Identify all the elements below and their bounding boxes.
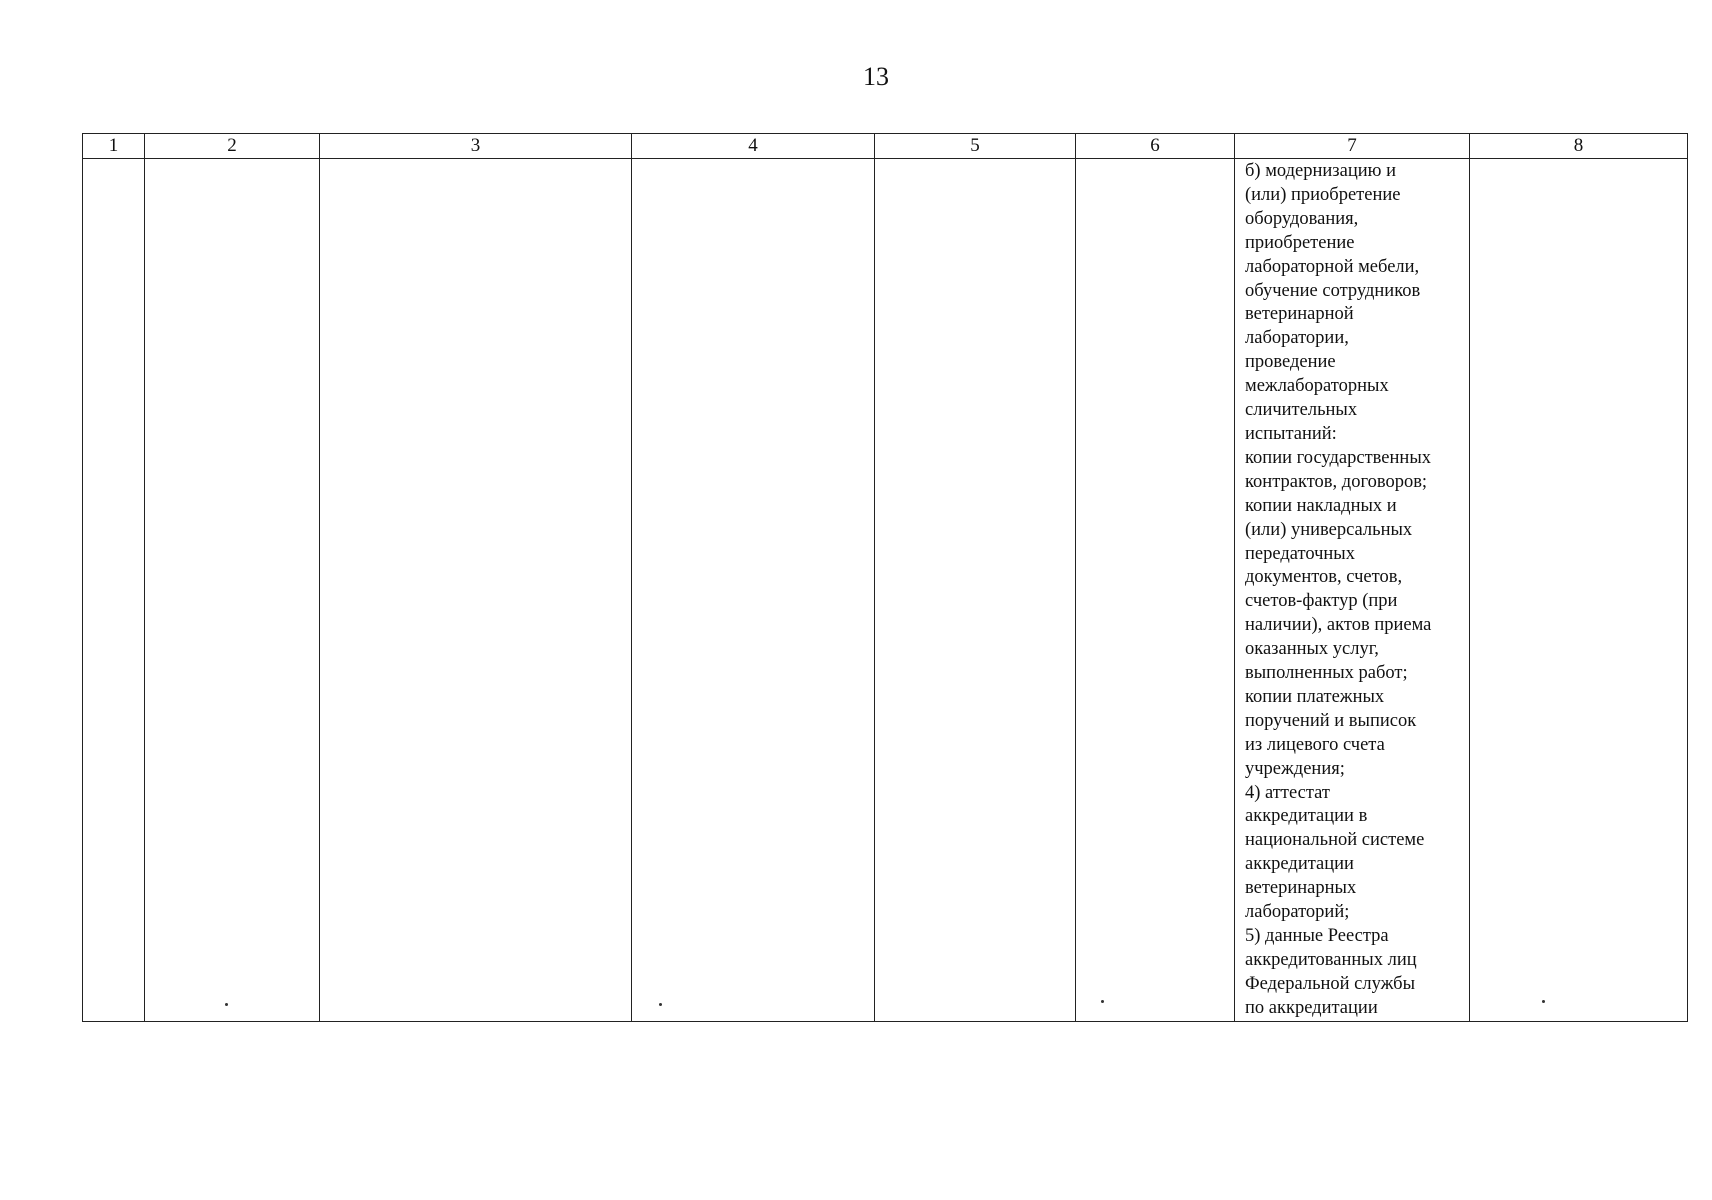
scan-speck xyxy=(1101,1000,1104,1003)
document-table xyxy=(82,133,1688,1022)
column7-line: б) модернизацию и xyxy=(1245,161,1396,181)
column7-line: 5) данные Реестра xyxy=(1245,926,1389,946)
column7-line: Федеральной службы xyxy=(1245,973,1416,994)
column7-line: приобретение xyxy=(1245,232,1355,253)
column7-line: копии накладных и xyxy=(1245,495,1397,516)
column7-line: сличительных xyxy=(1245,400,1358,421)
cell-col-7 xyxy=(1235,159,1470,1022)
scan-speck xyxy=(225,1003,228,1006)
cell-col-2 xyxy=(145,159,320,1022)
column-header-3: 3 xyxy=(320,134,632,159)
column7-line: передаточных xyxy=(1245,543,1355,564)
column7-line: наличии), актов приема xyxy=(1245,615,1432,636)
column7-line: копии государственных xyxy=(1245,447,1432,468)
column7-line: аккредитованных лиц xyxy=(1245,949,1417,970)
cell-col-5 xyxy=(875,159,1076,1022)
column-header-7: 7 xyxy=(1235,134,1470,159)
cell-col-4 xyxy=(632,159,875,1022)
column7-line: по аккредитации xyxy=(1245,997,1378,1018)
scan-speck xyxy=(1542,1000,1545,1003)
table-header-row xyxy=(83,134,1688,159)
column7-line: лабораторной мебели, xyxy=(1245,256,1420,277)
column7-line: документов, счетов, xyxy=(1245,567,1403,588)
column7-line: ветеринарной xyxy=(1245,304,1354,325)
column7-line: (или) приобретение xyxy=(1245,184,1401,205)
column7-line: ветеринарных xyxy=(1245,878,1357,899)
scan-speck xyxy=(659,1003,662,1006)
column7-line: оказанных услуг, xyxy=(1245,639,1379,660)
column7-line: поручений и выписок xyxy=(1245,710,1417,731)
cell-col-8 xyxy=(1470,159,1688,1022)
column-header-8: 8 xyxy=(1470,134,1688,159)
column7-line: лаборатории, xyxy=(1245,328,1349,349)
column7-line: оборудования, xyxy=(1245,208,1359,229)
column7-line: испытаний: xyxy=(1245,423,1337,444)
column7-line: счетов-фактур (при xyxy=(1245,591,1398,612)
column7-line: учреждения; xyxy=(1245,758,1345,779)
cell-col-3 xyxy=(320,159,632,1022)
column7-line: из лицевого счета xyxy=(1245,734,1385,755)
column7-line: выполненных работ; xyxy=(1245,663,1408,684)
column7-line: аккредитации xyxy=(1245,854,1354,875)
page-number: 13 xyxy=(863,62,889,91)
column-header-2: 2 xyxy=(145,134,320,159)
column7-line: национальной системе xyxy=(1245,830,1425,851)
column7-text xyxy=(1235,159,1469,1021)
cell-col-6 xyxy=(1076,159,1235,1022)
column7-line: (или) универсальных xyxy=(1245,519,1413,540)
table-row xyxy=(83,159,1688,1022)
cell-col-1 xyxy=(83,159,145,1022)
column7-line: проведение xyxy=(1245,352,1336,373)
column7-line: копии платежных xyxy=(1245,686,1385,707)
column-header-4: 4 xyxy=(632,134,875,159)
column-header-5: 5 xyxy=(875,134,1076,159)
column-header-6: 6 xyxy=(1076,134,1235,159)
column-header-1: 1 xyxy=(83,134,145,159)
column7-line: 4) аттестат xyxy=(1245,782,1330,803)
column7-line: обучение сотрудников xyxy=(1245,280,1421,301)
column7-line: контрактов, договоров; xyxy=(1245,471,1428,492)
column7-line: межлабораторных xyxy=(1245,376,1389,397)
column7-line: лабораторий; xyxy=(1245,902,1350,923)
column7-line: аккредитации в xyxy=(1245,806,1368,827)
